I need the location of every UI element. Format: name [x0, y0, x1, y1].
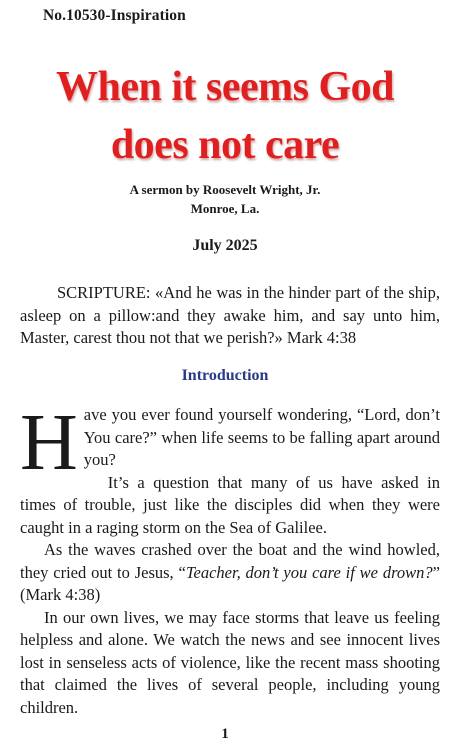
byline — [0, 180, 450, 218]
paragraph-3-text-after: ” (Mark 4:38) — [20, 562, 440, 604]
page-number: 1 — [221, 726, 229, 742]
sermon-date: July 2025 — [192, 237, 258, 254]
sermon-title — [0, 58, 450, 174]
paragraph-4: In our own lives, we may face storms that leave us feeling helpless and alone. We watch the news and see innocent lives lost in senseless acts of violence, like the recent mass shooting that claimed the lives of several people, including young children. — [20, 607, 440, 717]
paragraph-3 — [20, 539, 440, 607]
byline-location: Monroe, La. — [190, 201, 260, 216]
paragraph-1 — [20, 399, 440, 487]
document-number: No.10530-Inspiration — [43, 7, 186, 24]
sermon-title-line-2: does not care — [110, 122, 340, 168]
paragraph-3-text-before: As the waves crashed over the boat and the wind howled, they cried out to Jesus, “ — [20, 540, 440, 582]
paragraph-1-text: ave you ever found yourself wondering, “Lord, don’t You care?” when life seems to be falling apart around you? — [83, 405, 440, 469]
paragraph-3-quote: Teacher, don’t you care if we drown? — [185, 562, 433, 582]
byline-author: A sermon by Roosevelt Wright, Jr. — [129, 182, 321, 197]
section-heading-introduction: Introduction — [181, 367, 269, 384]
paragraph-2: It’s a question that many of us have asked in times of trouble, just like the disciples did when they were caught in a raging storm on the Sea of Galilee. — [20, 472, 440, 537]
scripture-passage: SCRIPTURE: «And he was in the hinder part of the ship, asleep on a pillow:and they awake him, and say unto him, Master, carest thou not that we perish?» Mark 4:38 — [20, 283, 440, 347]
body-text — [20, 399, 440, 719]
sermon-title-line-1: When it seems God — [56, 64, 394, 110]
drop-cap: H — [20, 399, 78, 487]
